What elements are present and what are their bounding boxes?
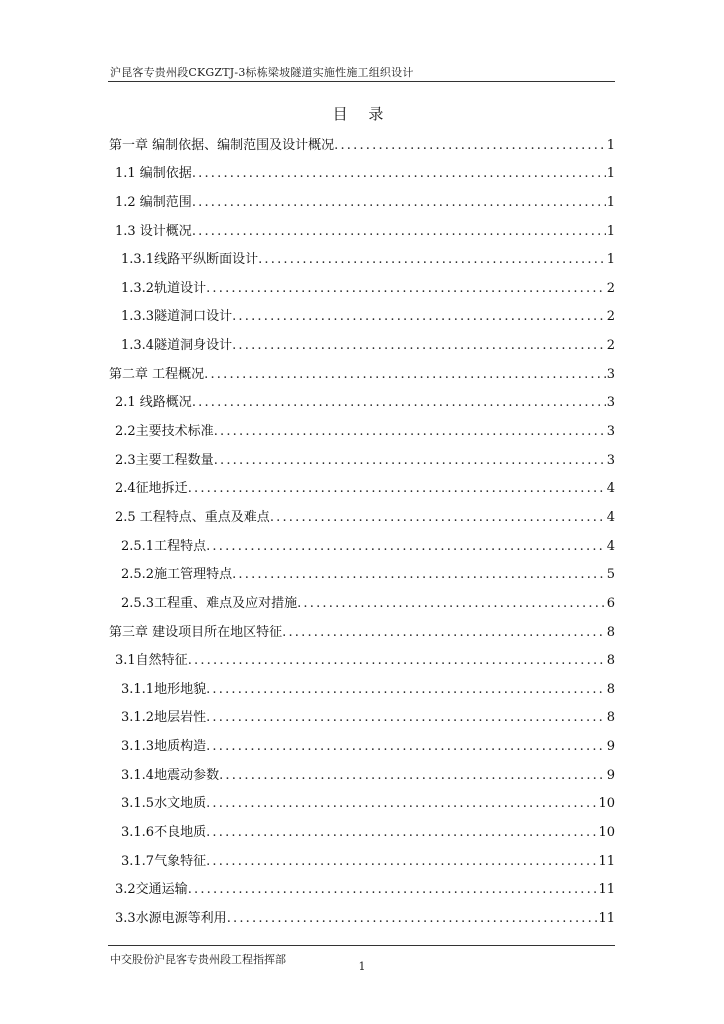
toc-entry-page: 2 xyxy=(606,309,615,325)
toc-entry-label: 3.1.5水文地质 xyxy=(121,796,207,812)
toc-entry-label: 3.1.2地层岩性 xyxy=(121,710,207,726)
toc-entry-label: 3.1.6不良地质 xyxy=(121,825,207,841)
toc-dot-leader xyxy=(334,138,606,159)
footer-organization: 中交股份沪昆客专贵州段工程指挥部 xyxy=(110,953,286,966)
toc-entry-label: 1.1 编制依据 xyxy=(115,166,192,182)
toc-dot-leader xyxy=(258,252,606,273)
toc-dot-leader xyxy=(206,710,606,731)
toc-entry-label: 1.3 设计概况 xyxy=(115,223,192,239)
header-divider xyxy=(108,81,615,82)
toc-entry[interactable] xyxy=(108,789,615,818)
toc-dot-leader xyxy=(206,825,597,846)
toc-dot-leader xyxy=(270,510,606,531)
toc-entry-label: 3.2交通运输 xyxy=(115,882,188,898)
toc-entry-page: 4 xyxy=(606,538,615,554)
running-header: 沪昆客专贵州段CKGZTJ-3标栋梁坡隧道实施性施工组织设计 xyxy=(110,66,414,79)
toc-dot-leader xyxy=(232,567,606,588)
table-of-contents xyxy=(108,130,615,932)
toc-title: 目 录 xyxy=(332,105,392,123)
toc-entry-label: 1.2 编制范围 xyxy=(115,194,192,210)
toc-entry-label: 1.3.3隧道洞口设计 xyxy=(121,309,233,325)
toc-entry-label: 1.3.4隧道洞身设计 xyxy=(121,338,233,354)
toc-entry[interactable] xyxy=(108,817,615,846)
toc-entry[interactable] xyxy=(108,617,615,646)
toc-entry-label: 2.5 工程特点、重点及难点 xyxy=(115,509,270,525)
toc-entry[interactable] xyxy=(108,875,615,904)
toc-dot-leader xyxy=(227,911,598,932)
toc-entry[interactable] xyxy=(108,445,615,474)
toc-entry-page: 3 xyxy=(606,424,615,440)
toc-entry-label: 3.3水源电源等利用 xyxy=(115,910,227,926)
toc-entry-label: 2.5.3工程重、难点及应对措施 xyxy=(121,595,298,611)
toc-entry[interactable] xyxy=(108,731,615,760)
toc-dot-leader xyxy=(206,539,606,560)
toc-entry-page: 8 xyxy=(606,653,615,669)
toc-entry-label: 2.5.1工程特点 xyxy=(121,538,207,554)
toc-dot-leader xyxy=(206,796,597,817)
toc-entry[interactable] xyxy=(108,703,615,732)
toc-dot-leader xyxy=(206,281,606,302)
toc-entry-page: 11 xyxy=(598,853,615,869)
toc-entry-page: 1 xyxy=(606,223,615,239)
toc-entry[interactable] xyxy=(108,359,615,388)
toc-entry[interactable] xyxy=(108,674,615,703)
toc-dot-leader xyxy=(206,854,597,875)
toc-entry[interactable] xyxy=(108,646,615,675)
toc-entry-label: 3.1.3地质构造 xyxy=(121,739,207,755)
toc-dot-leader xyxy=(188,882,598,903)
toc-entry[interactable] xyxy=(108,502,615,531)
toc-entry-page: 1 xyxy=(606,166,615,182)
footer-divider xyxy=(108,945,615,946)
toc-dot-leader xyxy=(192,224,606,245)
toc-entry-page: 1 xyxy=(606,252,615,268)
toc-entry-label: 1.3.2轨道设计 xyxy=(121,280,207,296)
toc-entry[interactable] xyxy=(108,330,615,359)
toc-entry[interactable] xyxy=(108,245,615,274)
toc-dot-leader xyxy=(192,395,606,416)
toc-dot-leader xyxy=(297,596,606,617)
toc-entry-label: 第三章 建设项目所在地区特征 xyxy=(109,624,283,640)
toc-entry-page: 11 xyxy=(598,882,615,898)
toc-dot-leader xyxy=(232,338,606,359)
toc-entry-page: 1 xyxy=(606,194,615,210)
toc-entry-label: 2.1 线路概况 xyxy=(115,395,192,411)
toc-entry[interactable] xyxy=(108,903,615,932)
toc-entry-page: 6 xyxy=(606,595,615,611)
toc-entry-page: 3 xyxy=(606,452,615,468)
toc-entry[interactable] xyxy=(108,388,615,417)
toc-entry[interactable] xyxy=(108,588,615,617)
toc-entry-label: 3.1.1地形地貌 xyxy=(121,681,207,697)
toc-entry[interactable] xyxy=(108,416,615,445)
toc-entry-label: 3.1自然特征 xyxy=(115,653,188,669)
toc-entry-page: 4 xyxy=(606,481,615,497)
toc-entry-label: 第二章 工程概况 xyxy=(109,366,205,382)
toc-entry-page: 4 xyxy=(606,509,615,525)
toc-dot-leader xyxy=(232,309,606,330)
toc-entry-page: 9 xyxy=(606,739,615,755)
toc-entry-page: 8 xyxy=(606,624,615,640)
toc-dot-leader xyxy=(188,481,606,502)
toc-entry[interactable] xyxy=(108,560,615,589)
toc-dot-leader xyxy=(214,453,606,474)
toc-entry-page: 10 xyxy=(598,796,615,812)
toc-entry-page: 5 xyxy=(606,567,615,583)
toc-entry-page: 11 xyxy=(598,910,615,926)
toc-entry[interactable] xyxy=(108,159,615,188)
toc-entry-label: 2.2主要技术标准 xyxy=(115,424,214,440)
toc-entry-page: 8 xyxy=(606,710,615,726)
toc-entry-page: 1 xyxy=(606,137,615,153)
toc-dot-leader xyxy=(214,424,606,445)
toc-dot-leader xyxy=(206,739,606,760)
toc-entry-label: 3.1.4地震动参数 xyxy=(121,767,220,783)
toc-entry-page: 8 xyxy=(606,681,615,697)
toc-entry-label: 2.3主要工程数量 xyxy=(115,452,214,468)
page-number: 1 xyxy=(358,960,366,973)
toc-dot-leader xyxy=(282,625,606,646)
toc-entry-label: 第一章 编制依据、编制范围及设计概况 xyxy=(109,137,335,153)
toc-entry-page: 10 xyxy=(598,825,615,841)
toc-entry-page: 2 xyxy=(606,280,615,296)
toc-entry-label: 2.5.2施工管理特点 xyxy=(121,567,233,583)
toc-entry[interactable] xyxy=(108,187,615,216)
toc-entry[interactable] xyxy=(108,474,615,503)
toc-dot-leader xyxy=(192,166,606,187)
toc-dot-leader xyxy=(219,768,606,789)
toc-entry[interactable] xyxy=(108,302,615,331)
toc-entry[interactable] xyxy=(108,846,615,875)
toc-entry-page: 9 xyxy=(606,767,615,783)
toc-dot-leader xyxy=(188,653,606,674)
toc-entry-page: 3 xyxy=(606,366,615,382)
toc-entry[interactable] xyxy=(108,130,615,159)
toc-entry[interactable] xyxy=(108,760,615,789)
toc-entry-label: 3.1.7气象特征 xyxy=(121,853,207,869)
toc-dot-leader xyxy=(206,682,606,703)
toc-entry-label: 1.3.1线路平纵断面设计 xyxy=(121,252,259,268)
toc-dot-leader xyxy=(204,367,606,388)
toc-entry-label: 2.4征地拆迁 xyxy=(115,481,188,497)
toc-entry-page: 2 xyxy=(606,338,615,354)
toc-entry[interactable] xyxy=(108,216,615,245)
toc-entry[interactable] xyxy=(108,531,615,560)
toc-entry[interactable] xyxy=(108,273,615,302)
toc-dot-leader xyxy=(192,195,606,216)
toc-entry-page: 3 xyxy=(606,395,615,411)
